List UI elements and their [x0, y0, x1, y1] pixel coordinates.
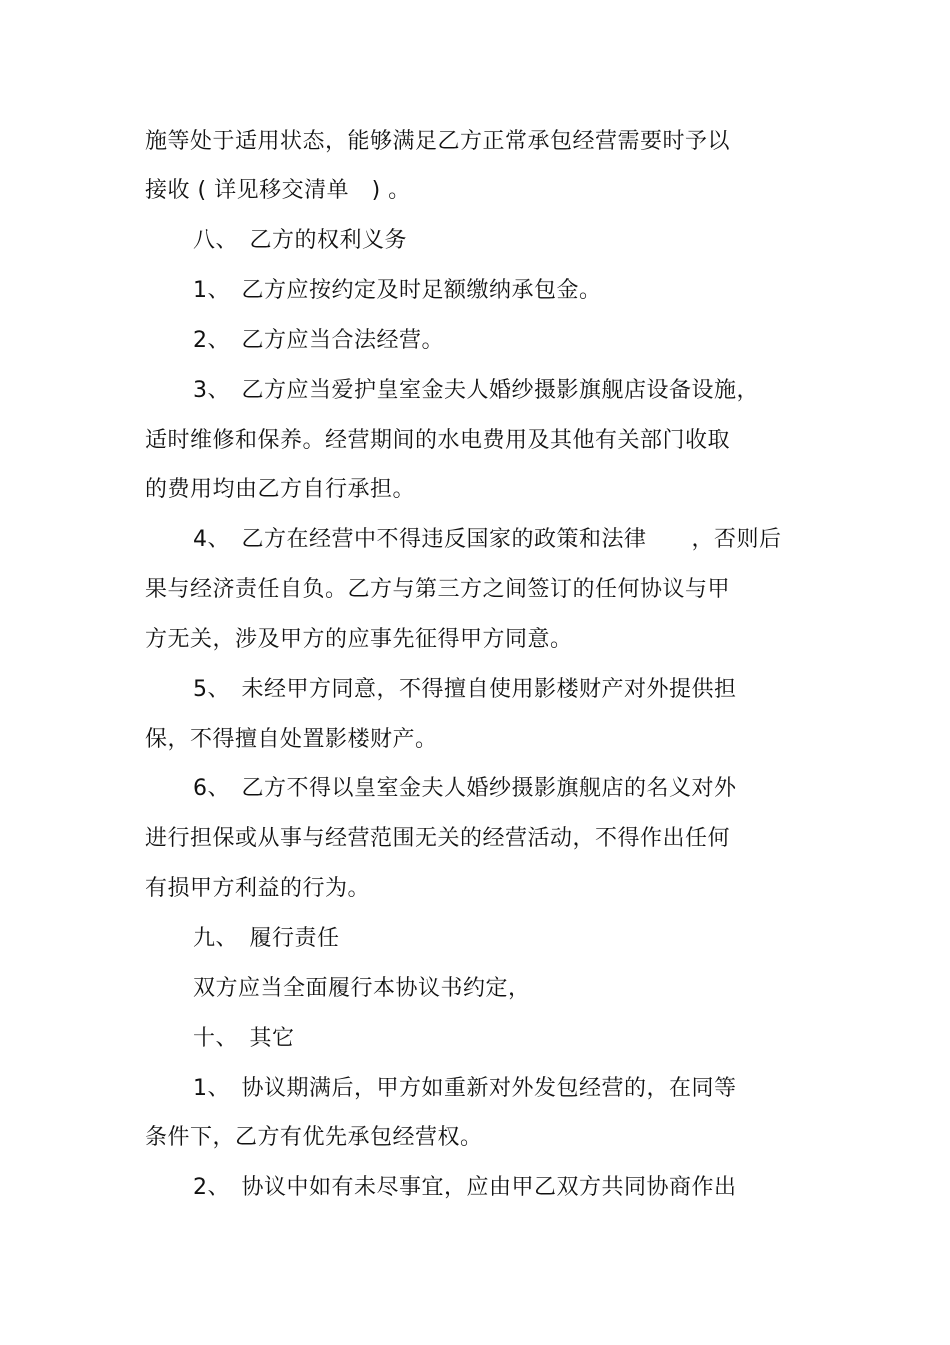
list-item: 1、 乙方应按约定及时足额缴纳承包金。 [193, 278, 602, 303]
list-item: 3、 乙方应当爱护皇室金夫人婚纱摄影旗舰店设备设施， [193, 378, 759, 403]
paragraph-line: 保，不得擅自处置影楼财产。 [145, 727, 438, 752]
paragraph-line: 接收 ( 详见移交清单 ) 。 [145, 178, 411, 203]
paragraph-line: 方无关，涉及甲方的应事先征得甲方同意。 [145, 627, 573, 652]
list-item: 6、 乙方不得以皇室金夫人婚纱摄影旗舰店的名义对外 [193, 776, 737, 801]
paragraph-line: 果与经济责任自负。乙方与第三方之间签订的任何协议与甲 [145, 577, 731, 602]
paragraph-line: 双方应当全面履行本协议书约定， [193, 976, 531, 1001]
paragraph-line: 有损甲方利益的行为。 [145, 876, 371, 901]
paragraph-line: 条件下，乙方有优先承包经营权。 [145, 1125, 483, 1150]
list-item: 4、 乙方在经营中不得违反国家的政策和法律 ，否则后 [193, 527, 782, 552]
section-heading: 九、 履行责任 [193, 926, 340, 951]
list-item: 2、 乙方应当合法经营。 [193, 328, 444, 353]
list-item: 2、 协议中如有未尽事宜，应由甲乙双方共同协商作出 [193, 1175, 737, 1200]
section-heading: 八、 乙方的权利义务 [193, 228, 408, 253]
paragraph-line: 进行担保或从事与经营范围无关的经营活动，不得作出任何 [145, 826, 731, 851]
paragraph-line: 的费用均由乙方自行承担。 [145, 477, 416, 502]
list-item: 1、 协议期满后，甲方如重新对外发包经营的，在同等 [193, 1076, 737, 1101]
section-heading: 十、 其它 [193, 1026, 295, 1051]
paragraph-line: 施等处于适用状态，能够满足乙方正常承包经营需要时予以 [145, 129, 731, 154]
paragraph-line: 适时维修和保养。经营期间的水电费用及其他有关部门收取 [145, 428, 731, 453]
list-item: 5、 未经甲方同意，不得擅自使用影楼财产对外提供担 [193, 677, 737, 702]
